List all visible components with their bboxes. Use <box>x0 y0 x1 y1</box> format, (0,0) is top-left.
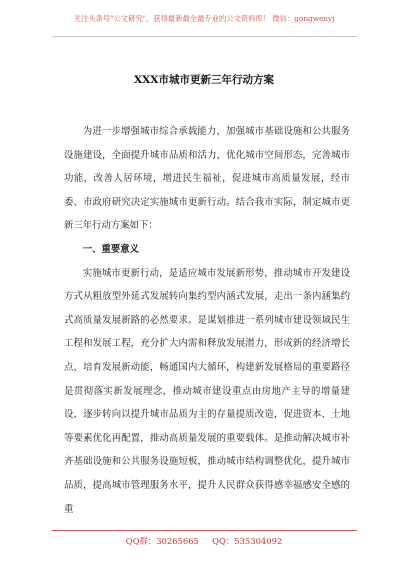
section-heading: 一、重要意义 <box>82 243 140 255</box>
footer-divider <box>52 530 357 531</box>
section-paragraph: 实施城市更新行动，是适应城市发展新形势，推动城市开发建设方式从粗放型外延式发展转向集约型内涵式发展，走出一条内涵集约式高质量发展新路的必然要求。是谋划推进一系列城市建设领域民生工程和发展工程，充分扩大内需和释放发展潜力，形成新的经济增长点，培育发展新动能，畅通国内大循环，构建新发展格局的重要路径是贯彻落实新发展理念，推动城市建设重点由房地产主导的增量建设，逐步转向以提升城市品质为主的存量提质改造，促进资本、土地等要素优化再配置，推动高质量发展的重要载体。是推动解决城市补齐基础设施和公共服务设施短板，推动城市结构调整优化，提升城市品质，提高城市管理服务水平，提升人民群众获得感幸福感安全感的重 <box>64 267 350 515</box>
header-divider <box>52 36 357 37</box>
intro-paragraph: 为进一步增强城市综合承载能力，加强城市基础设施和公共服务设施建设，全面提升城市品质和活力，优化城市空间形态，完善城市功能，改善人居环境，增进民生福祉，促进城市高质量发展，经市委、市政府研究决定实施城市更新行动。结合我市实际，制定城市更新三年行动方案如下： <box>64 126 350 232</box>
document-body <box>64 120 350 521</box>
footer-contact: QQ群：30265665 QQ：535304092 <box>125 536 283 546</box>
header-banner: 关注头条号"公文研究"，获得最新最全最专业的公文资料库！ 微信：gongwenyj <box>73 14 335 23</box>
document-title: XXX市城市更新三年行动方案 <box>134 74 274 86</box>
